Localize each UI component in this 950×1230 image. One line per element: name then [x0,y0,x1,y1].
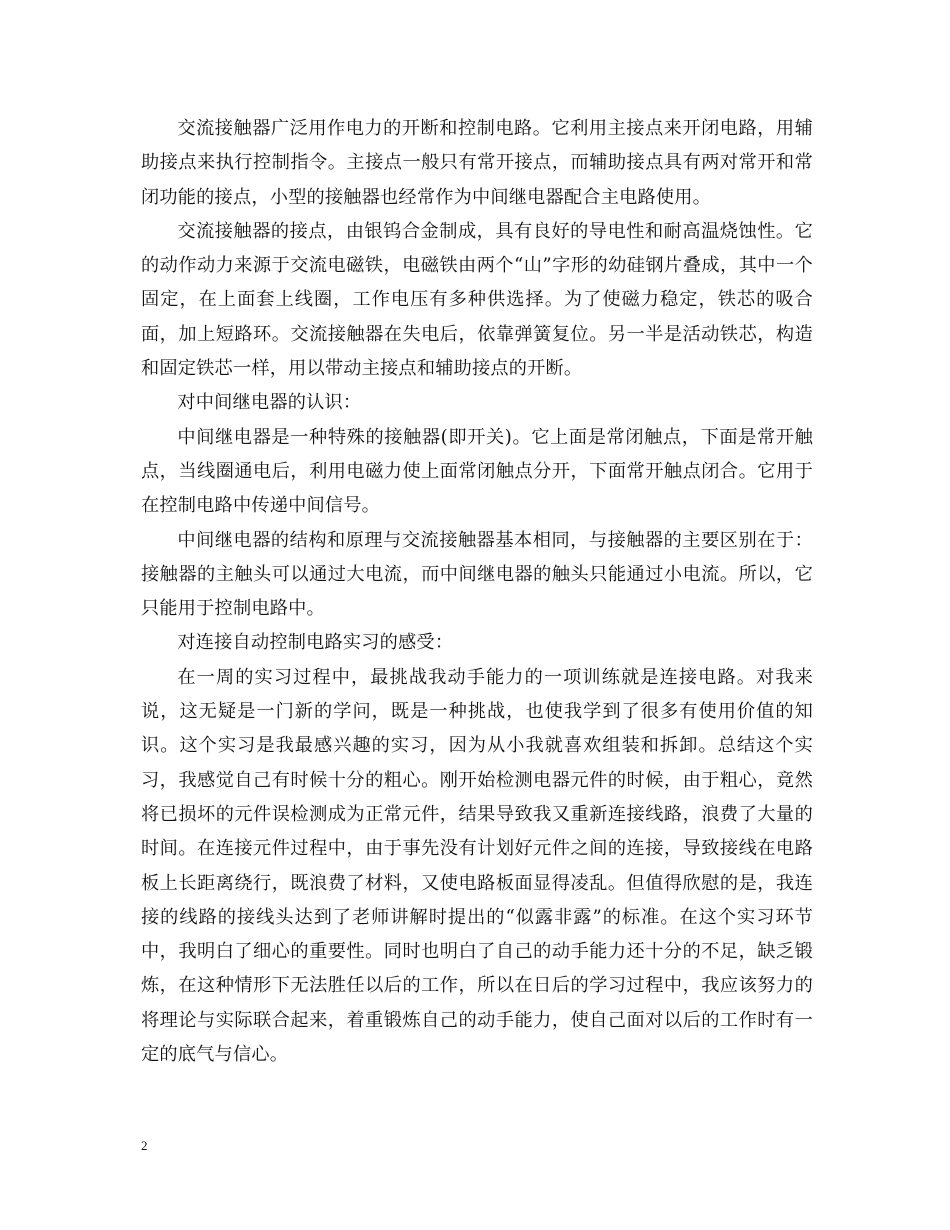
paragraph-practice-reflection: 在一周的实习过程中，最挑战我动手能力的一项训练就是连接电路。对我来说，这无疑是一门新的学问，既是一种挑战，也使我学到了很多有使用价值的知识。这个实习是我最感兴趣的实习，因为从小我就喜欢组装和拆卸。总结这个实习，我感觉自己有时候十分的粗心。刚开始检测电器元件的时候，由于粗心，竟然将已损坏的元件误检测成为正常元件，结果导致我又重新连接线路，浪费了大量的时间。在连接元件过程中，由于事先没有计划好元件之间的连接，导致接线在电路板上长距离绕行，既浪费了材料，又使电路板面显得凌乱。但值得欣慰的是，我连接的线路的接线头达到了老师讲解时提出的“似露非露”的标准。在这个实习环节中，我明白了细心的重要性。同时也明白了自己的动手能力还十分的不足，缺乏锻炼，在这种情形下无法胜任以后的工作，所以在日后的学习过程中，我应该努力的将理论与实际联合起来，着重锻炼自己的动手能力，使自己面对以后的工作时有一定的底气与信心。 [141,666,813,1066]
heading-relay-understanding: 对中间继电器的认识： [177,392,362,414]
body-text [141,112,813,1072]
paragraph-contactor-structure: 交流接触器的接点，由银钨合金制成，具有良好的导电性和耐高温烧蚀性。它的动作动力来源于交流电磁铁，电磁铁由两个“山”字形的幼硅钢片叠成，其中一个固定，在上面套上线圈，工作电压有多种供选择。为了使磁力稳定，铁芯的吸合面，加上短路环。交流接触器在失电后，依靠弹簧复位。另一半是活动铁芯，构造和固定铁芯一样，用以带动主接点和辅助接点的开断。 [141,220,813,380]
paragraph-relay-difference: 中间继电器的结构和原理与交流接触器基本相同，与接触器的主要区别在于：接触器的主触头可以通过大电流，而中间继电器的触头只能通过小电流。所以，它只能用于控制电路中。 [141,529,813,620]
paragraph-relay-definition: 中间继电器是一种特殊的接触器(即开关)。它上面是常闭触点，下面是常开触点，当线圈通电后，利用电磁力使上面常闭触点分开，下面常开触点闭合。它用于在控制电路中传递中间信号。 [141,426,813,517]
heading-practice-feelings: 对连接自动控制电路实习的感受： [177,632,454,654]
page-number: 2 [141,1138,148,1153]
paragraph-contactor-usage: 交流接触器广泛用作电力的开断和控制电路。它利用主接点来开闭电路，用辅助接点来执行控制指令。主接点一般只有常开接点，而辅助接点具有两对常开和常闭功能的接点，小型的接触器也经常作为中间继电器配合主电路使用。 [141,118,813,208]
